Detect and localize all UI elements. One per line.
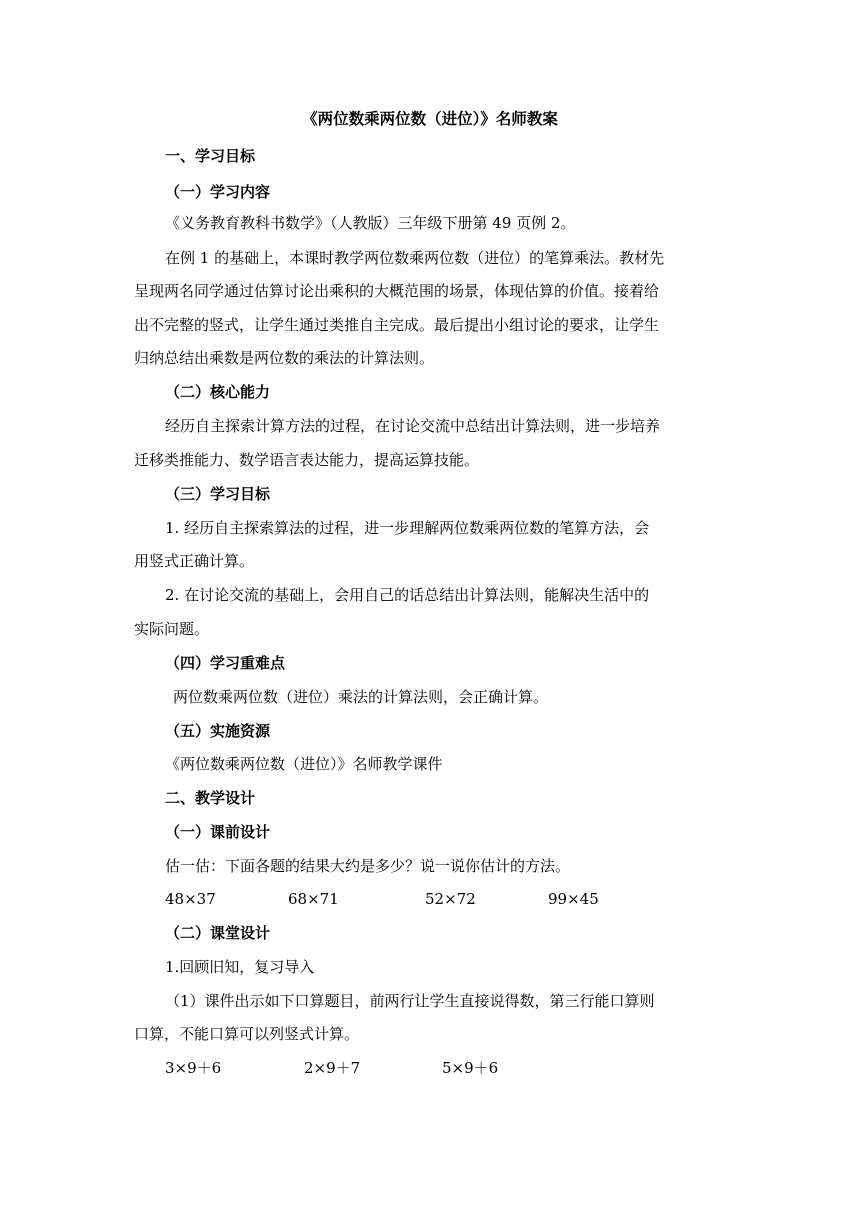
estimate-item: 52×72: [425, 890, 476, 908]
paragraph-intro-line: 呈现两名同学通过估算讨论出乘积的大概范围的场景，体现估算的价值。接着给: [134, 282, 660, 300]
calc-item: 5×9＋6: [442, 1059, 499, 1077]
subheading-learning-content: （一）学习内容: [165, 183, 271, 201]
subheading-key-points: （四）学习重难点: [165, 654, 286, 672]
paragraph-core-ability-line: 迁移类推能力、数学语言表达能力，提高运算技能。: [134, 451, 480, 469]
objective-2-line: 2. 在讨论交流的基础上，会用自己的话总结出计算法则，能解决生活中的: [165, 586, 650, 604]
subheading-core-ability: （二）核心能力: [165, 383, 271, 401]
paragraph-courseware-line: 口算，不能口算可以列竖式计算。: [134, 1025, 360, 1043]
heading-teaching-design: 二、教学设计: [165, 789, 256, 807]
paragraph-resources: 《两位数乘两位数（进位）》名师教学课件: [165, 755, 443, 773]
estimate-item: 99×45: [548, 890, 599, 908]
subheading-resources: （五）实施资源: [165, 722, 271, 740]
subheading-learning-objectives: （三）学习目标: [165, 485, 271, 503]
paragraph-intro-line: 归纳总结出乘数是两位数的乘法的计算法则。: [134, 349, 435, 367]
document-title: 《两位数乘两位数（进位）》名师教案: [302, 109, 558, 128]
estimate-item: 48×37: [165, 890, 216, 908]
paragraph-key-points: 两位数乘两位数（进位）乘法的计算法则，会正确计算。: [173, 688, 549, 706]
heading-learning-goals: 一、学习目标: [165, 147, 256, 165]
paragraph-review: 1.回顾旧知，复习导入: [165, 958, 315, 976]
paragraph-intro-line: 出不完整的竖式，让学生通过类推自主完成。最后提出小组讨论的要求，让学生: [134, 316, 660, 334]
objective-1-line: 1. 经历自主探索算法的过程，进一步理解两位数乘两位数的笔算方法，会: [165, 519, 650, 537]
estimate-item: 68×71: [288, 890, 339, 908]
paragraph-textbook: 《义务教育教科书数学》（人教版）三年级下册第 49 页例 2。: [165, 214, 576, 232]
objective-2-line: 实际问题。: [134, 620, 210, 638]
objective-1-line: 用竖式正确计算。: [134, 552, 255, 570]
subheading-pre-class: （一）课前设计: [165, 823, 271, 841]
calc-item: 3×9＋6: [165, 1059, 222, 1077]
paragraph-estimate: 估一估：下面各题的结果大约是多少？说一说你估计的方法。: [165, 857, 571, 875]
paragraph-core-ability-line: 经历自主探索计算方法的过程，在讨论交流中总结出计算法则，进一步培养: [165, 417, 661, 435]
subheading-in-class: （二）课堂设计: [165, 924, 271, 942]
paragraph-courseware-line: （1）课件出示如下口算题目，前两行让学生直接说得数，第三行能口算则: [165, 992, 655, 1010]
calc-item: 2×9＋7: [304, 1059, 361, 1077]
paragraph-intro-line: 在例 1 的基础上，本课时教学两位数乘两位数（进位）的笔算乘法。教材先: [165, 249, 665, 267]
